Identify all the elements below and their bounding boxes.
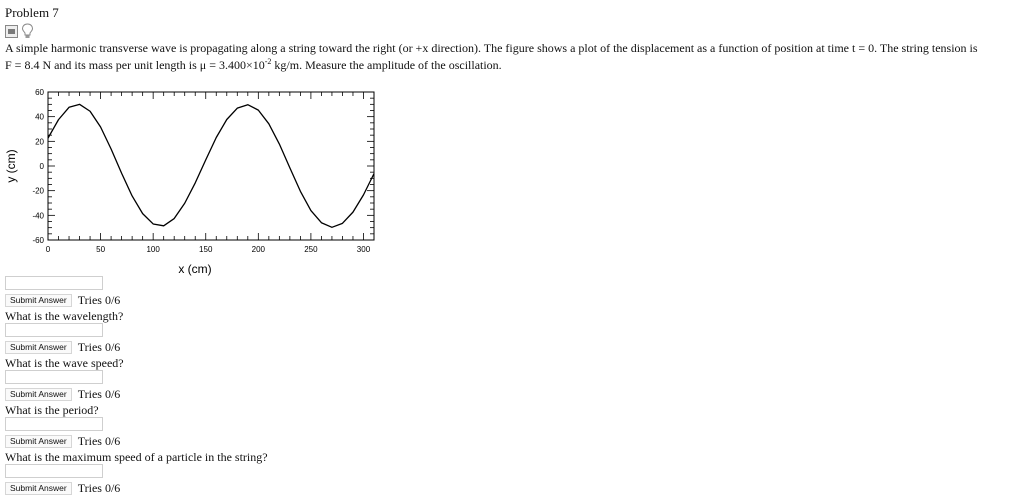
x-tick-label: 250 [304,245,318,254]
wavelength-answer-input[interactable] [5,323,103,337]
answer-block-max-speed [5,464,120,496]
statement-exponent: -2 [264,57,272,66]
question-label: What is the wavelength? [5,309,124,323]
statement-line-1: A simple harmonic transverse wave is propagating along a string toward the right (or +x direction). The figure shows a plot of the displacement as a function of position at time t = 0. The string tension is [5,41,978,55]
x-tick-label: 0 [45,245,51,254]
wave-speed-answer-input[interactable] [5,370,103,384]
problem-icons [5,23,34,39]
submit-answer-button[interactable]: Submit Answer [5,294,72,307]
tries-counter: Tries 0/6 [77,292,121,307]
max-speed-answer-input[interactable] [5,464,103,478]
submit-answer-button[interactable]: Submit Answer [5,388,72,401]
image-icon[interactable] [5,25,18,38]
plot-frame [48,92,374,240]
y-tick-label: -20 [32,186,44,196]
statement-line-2 [5,57,1019,74]
amplitude-answer-input[interactable] [5,276,103,290]
problem-title: Problem 7 [5,5,59,20]
y-tick-label: -60 [32,236,44,245]
y-tick-label: 0 [39,162,44,171]
period-answer-input[interactable] [5,417,103,431]
tries-counter: Tries 0/6 [77,339,121,354]
question-label: What is the maximum speed of a particle in the string? [5,450,268,464]
question-label: What is the period? [5,403,99,417]
submit-answer-button[interactable]: Submit Answer [5,341,72,354]
x-tick-label: 100 [146,245,160,254]
statement-text-a: F = 8.4 N and its mass per unit length is μ = 3.400×10 [5,58,265,72]
problem-statement [5,40,1019,74]
tries-counter: Tries 0/6 [77,433,121,448]
x-axis-label: x (cm) [178,262,212,276]
wave-series-line [48,104,374,227]
question-label: What is the wave speed? [5,356,124,370]
y-tick-label: 60 [35,88,44,97]
submit-answer-button[interactable]: Submit Answer [5,482,72,495]
x-tick-label: 50 [96,245,106,254]
tries-counter: Tries 0/6 [77,480,121,495]
y-tick-label: -40 [32,211,44,221]
wave-plot [0,84,400,284]
y-tick-label: 40 [35,112,44,122]
lightbulb-hint-icon[interactable] [21,23,34,39]
tries-counter: Tries 0/6 [77,386,121,401]
y-axis-label: y (cm) [4,149,18,183]
answer-block-amplitude [5,276,123,324]
y-tick-label: 20 [35,137,44,147]
answer-block-wave-speed [5,370,120,418]
answer-block-wavelength [5,323,124,371]
submit-answer-button[interactable]: Submit Answer [5,435,72,448]
x-tick-label: 300 [356,245,371,254]
x-tick-label: 200 [251,245,266,254]
statement-text-b: kg/m. Measure the amplitude of the oscillation. [271,58,502,72]
x-tick-label: 150 [199,245,213,254]
answer-block-period [5,417,268,465]
